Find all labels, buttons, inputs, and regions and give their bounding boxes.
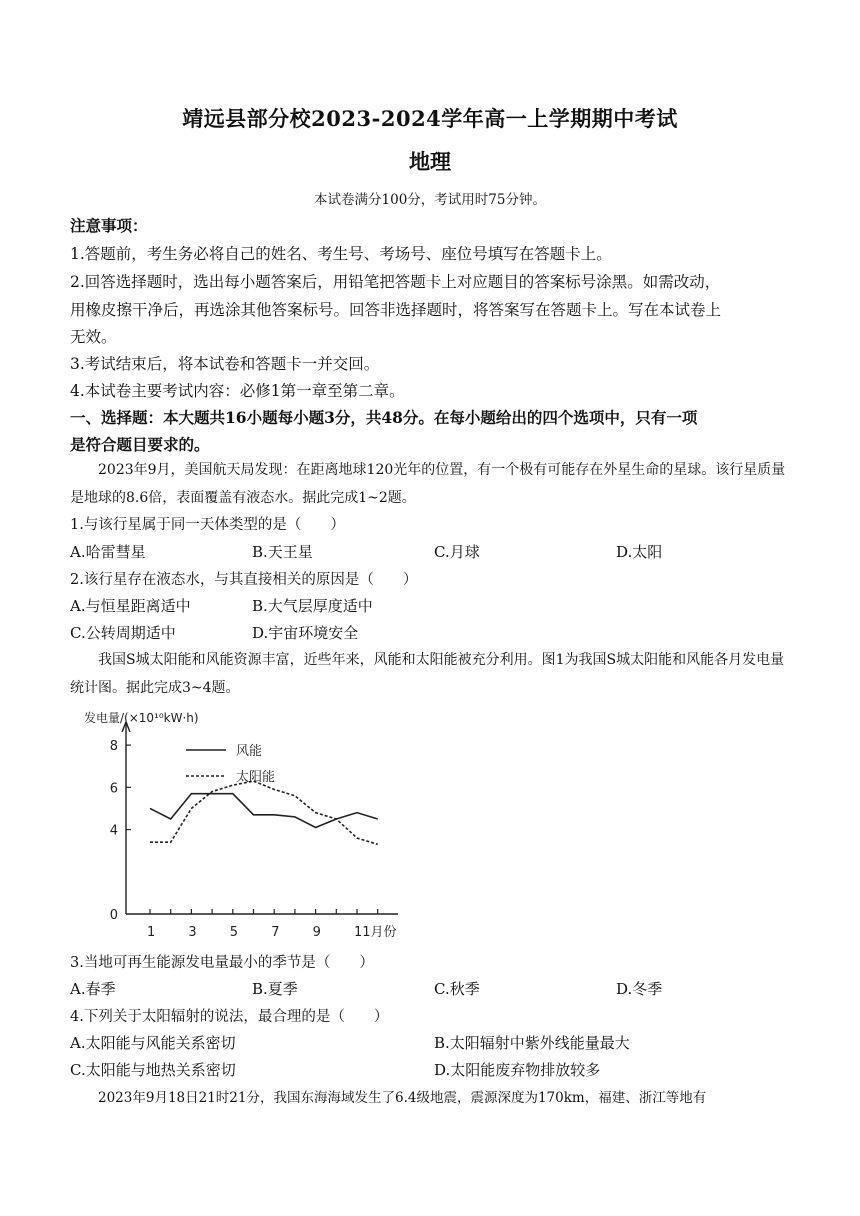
q1-option-a: A.哈雷彗星 [70,543,146,561]
solar-power-line [150,781,378,844]
notice-item: 用橡皮擦干净后，再选涂其他答案标号。回答非选择题时，将答案写在答题卡上。写在本试卷上 [70,301,722,319]
passage-2: 我国S城太阳能和风能资源丰富，近些年来，风能和太阳能被充分利用。图1为我国S城太阳能和风能各月发电量统计图。据此完成3~4题。 [70,652,785,696]
y-tick-label: 0 [109,908,118,923]
q3-option-a: A.春季 [70,980,116,998]
x-tick-label: 11月份 [354,925,397,940]
wind-power-line [150,794,378,828]
x-tick-label: 3 [188,925,197,940]
q1-option-c: C.月球 [434,543,480,561]
legend-solar-label: 太阳能 [236,770,276,785]
x-tick-label: 7 [271,925,280,940]
q3-option-b: B.夏季 [252,980,298,998]
q2-option-b: B.大气层厚度适中 [252,597,373,615]
section-heading: 一、选择题：本大题共16小题每小题3分，共48分。在每小题给出的四个选项中，只有一项 [70,408,698,427]
q4-option-a: A.太阳能与风能关系密切 [70,1034,236,1052]
q2-option-a: A.与恒星距离适中 [70,597,191,615]
q3-option-c: C.秋季 [434,980,480,998]
q4-option-d: D.太阳能废弃物排放较多 [434,1061,601,1079]
q3-option-d: D.冬季 [616,980,663,998]
notice-heading: 注意事项： [70,216,148,235]
notice-item: 1.答题前，考生务必将自己的姓名、考生号、考场号、座位号填写在答题卡上。 [70,245,612,263]
q1-option-b: B.天王星 [252,543,313,561]
question-2-stem: 2.该行星存在液态水，与其直接相关的原因是（ ） [70,572,418,588]
passage-1: 2023年9月，美国航天局发现：在距离地球120光年的位置，有一个极有可能存在外星生命的星球。该行星质量是地球的8.6倍，表面覆盖有液态水。据此完成1~2题。 [70,462,786,506]
y-tick-label: 6 [109,781,118,797]
notice-item: 无效。 [70,328,117,346]
y-tick-label: 8 [109,739,118,755]
x-tick-label: 9 [312,925,321,940]
section-heading-cont: 是符合题目要求的。 [70,435,210,454]
exam-subtitle: 本试卷满分100分，考试用时75分钟。 [314,192,546,208]
subject-title: 地理 [409,149,451,174]
q4-option-c: C.太阳能与地热关系密切 [70,1061,236,1079]
notice-item: 4.本试卷主要考试内容：必修1第一章至第二章。 [70,382,405,400]
q4-option-b: B.太阳辐射中紫外线能量最大 [434,1034,630,1052]
x-tick-label: 5 [229,925,239,940]
passage-3: 2023年9月18日21时21分，我国东海海域发生了6.4级地震，震源深度为170km，福建、浙江等地有 [98,1090,707,1106]
q2-option-d: D.宇宙环境安全 [252,624,359,642]
x-tick-label: 1 [147,925,156,940]
question-1-stem: 1.与该行星属于同一天体类型的是（ ） [70,517,345,533]
legend-wind-label: 风能 [236,744,263,759]
y-tick-label: 4 [109,823,118,839]
notice-item: 2.回答选择题时，选出每小题答案后，用铅笔把答题卡上对应题目的答案标号涂黑。如需改动， [70,273,721,291]
q2-option-c: C.公转周期适中 [70,624,176,642]
question-4-stem: 4.下列关于太阳辐射的说法，最合理的是（ ） [70,1009,389,1025]
q1-option-d: D.太阳 [616,543,663,561]
y-axis-label: 发电量/(×10¹⁰kW·h) [84,711,199,725]
power-generation-chart [76,702,408,942]
exam-title: 靖远县部分校2023-2024学年高一上学期期中考试 [182,106,678,131]
notice-item: 3.考试结束后，将本试卷和答题卡一并交回。 [70,355,380,373]
question-3-stem: 3.当地可再生能源发电量最小的季节是（ ） [70,955,374,971]
